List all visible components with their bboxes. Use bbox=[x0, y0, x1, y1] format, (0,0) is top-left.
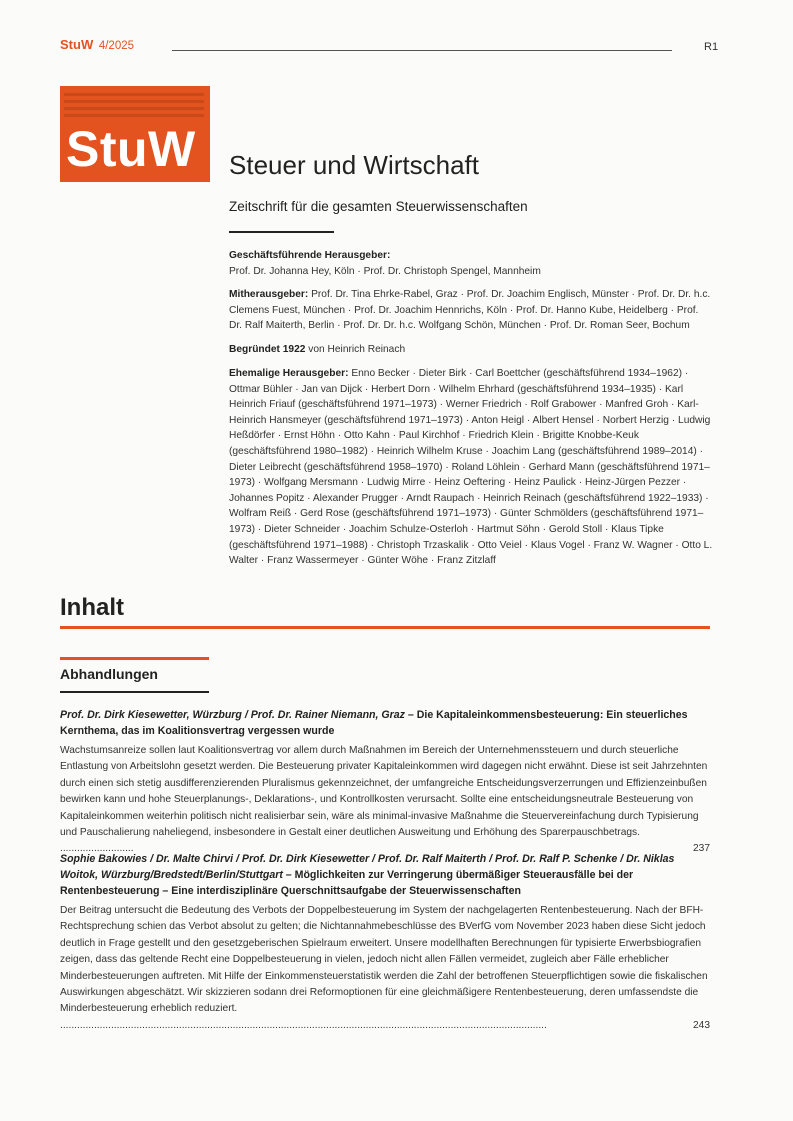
contents-heading: Inhalt bbox=[60, 594, 124, 621]
journal-title: Steuer und Wirtschaft bbox=[229, 150, 479, 180]
article-authors: Prof. Dr. Dirk Kiesewetter, Würzburg / Prof. Dr. Rainer Niemann, Graz bbox=[60, 709, 405, 721]
title-divider bbox=[229, 231, 334, 233]
article-page-number[interactable]: 237 bbox=[689, 841, 710, 857]
article-abstract: Wachstumsanreize sollen laut Koalitionsvertrag vor allem durch Maßnahmen im Bereich der Unternehmenssteuern und durch steuerliche Entlastung von Arbeitslohn gesetzt werden. Die Besteuerung privater Kapitaleinkommen wird dagegen nicht erwähnt. Diese ist seit Jahrzehnten durch einen sich stetig ausdifferenzierenden Pluralismus gekennzeichnet, der umfangreiche Entscheidungsverzerrungen und Effizienzeinbußen bewirken kann und hohe Steuerplanungs-, Deklarations-, und Kontrollkosten verursacht. Sollte eine entscheidungsneutrale Besteuerung von Kapitaleinkommen weiterhin politisch nicht realisierbar sein, wäre als minimal-invasive Maßnahme die Steuervereinfachung durch Typisierung und Pauschalierung naheliegend, insbesondere in Gestalt einer deutlichen Ausweitung und Erhöhung des Sparerpauschbetrags. bbox=[60, 745, 708, 839]
article-leader: .......................... bbox=[60, 843, 134, 855]
article-abstract: Der Beitrag untersucht die Bedeutung des Verbots der Doppelbesteuerung im System der nachgelagerten Rentenbesteuerung. Nach der BFH-Rechtsprechung schien das Verbot absolut zu gelten; die Nichtannahmebeschlüsse des BVerfG vom November 2023 haben diese Sicht jedoch deutlich in Frage gestellt und den gesetzgeberischen Spielraum erweitert. Unsere modellhaften Berechnungen für typisierte Erwerbsbiografien zeigen, dass das geltende Recht eine Doppelbesteuerung in vielen, jedoch nicht allen Fällen vermeidet, zugleich aber Fälle erheblicher Minderbesteuerungen auftreten. Mit Hilfe der Einkommensteuerstatistik werden die Zahl der betroffenen Steuerpflichtigen sowie die fiskalischen Auswirkungen abgeschätzt. Wir skizzieren sodann drei Reformoptionen für eine gleichmäßigere Rentenbesteuerung, deren umfassendste die Minderbesteuerung erheblich reduziert. bbox=[60, 905, 708, 1015]
article-heading: Sophie Bakowies / Dr. Malte Chirvi / Prof. Dr. Dirk Kiesewetter / Prof. Dr. Ralf Maiterth / Prof. Dr. Ralf P. Schenke / Dr. Niklas Woitok, Würzburg/Bredstedt/Berlin/Stuttgart – Möglichkeiten zur Verringerung übermäßiger Steuerausfälle bei der Rentenbesteuerung – Eine interdisziplinäre Querschnittsaufgabe der Steuerwissenschaften bbox=[60, 853, 675, 897]
page-label: R1 bbox=[704, 41, 719, 53]
running-header-journal bbox=[60, 37, 134, 52]
former-editors-label: Ehemalige Herausgeber: bbox=[229, 368, 349, 379]
running-header-brand: StuW bbox=[60, 37, 94, 52]
journal-logo bbox=[60, 86, 210, 182]
former-editors bbox=[229, 366, 714, 569]
founded-label: Begründet 1922 bbox=[229, 344, 306, 355]
co-editors bbox=[229, 287, 714, 334]
article-entry bbox=[60, 707, 710, 858]
article-title: Die Kapitaleinkommensbesteuerung: Ein steuerliches Kernthema, das im Koalitionsvertrag vergessen wurde bbox=[60, 709, 688, 737]
running-header-issue: 4/2025 bbox=[98, 40, 135, 52]
section-rule-top bbox=[60, 657, 209, 660]
managing-editors bbox=[229, 248, 714, 279]
article-heading: Prof. Dr. Dirk Kiesewetter, Würzburg / Prof. Dr. Rainer Niemann, Graz – Die Kapitaleinkommensbesteuerung: Ein steuerliches Kernthema, das im Koalitionsvertrag vergessen wurde bbox=[60, 709, 688, 737]
article-authors: Sophie Bakowies / Dr. Malte Chirvi / Prof. Dr. Dirk Kiesewetter / Prof. Dr. Ralf Maiterth / Prof. Dr. Ralf P. Schenke / Dr. Niklas Woitok, Würzburg/Bredstedt/Berlin/Stuttgart bbox=[60, 853, 675, 881]
article-leader: ............................................................................................................................................................................ bbox=[60, 1019, 547, 1031]
article-entry bbox=[60, 851, 710, 1034]
header-rule bbox=[172, 50, 672, 51]
co-editors-label: Mitherausgeber: bbox=[229, 289, 309, 300]
journal-subtitle: Zeitschrift für die gesamten Steuerwissenschaften bbox=[229, 199, 528, 214]
managing-editors-label: Geschäftsführende Herausgeber: bbox=[229, 250, 391, 261]
contents-rule bbox=[60, 626, 710, 629]
managing-editors-names: Prof. Dr. Johanna Hey, Köln · Prof. Dr. Christoph Spengel, Mannheim bbox=[229, 265, 541, 277]
section-heading: Abhandlungen bbox=[60, 666, 158, 682]
article-abstract-block bbox=[60, 743, 710, 858]
former-editors-names: Enno Becker · Dieter Birk · Carl Boettcher (geschäftsführend 1934–1962) · Ottmar Bühler · Jan van Dijck · Herbert Dorn · Wilhelm Ehrhard (geschäftsführend 1934–1935) · Karl Heinrich Friauf (geschäftsführend 1971–1973) · Werner Friedrich · Rolf Grabower · Manfred Groh · Karl-Heinrich Hansmeyer (geschäftsführend 1971–1973) · Anton Heigl · Albert Hensel · Norbert Herzig · Ludwig Heßdörfer · Ernst Höhn · Otto Kahn · Paul Kirchhof · Friedrich Klein · Brigitte Knobbe-Keuk (geschäftsführend 1980–1982) · Heinrich Wilhelm Kruse · Joachim Lang (geschäftsführend 1989–2014) · Dieter Leibrecht (geschäftsführend 1958–1970) · Roland Löhlein · Gerhard Mann (geschäftsführend 1971–1973) · Wolfgang Mersmann · Ludwig Mirre · Heinz Oeftering · Heinz Paulick · Heinz-Jürgen Pezzer · Johannes Popitz · Alexander Prugger · Arndt Raupach · Heinrich Reinach (geschäftsführend 1922–1933) · Wolfram Reiß · Gerd Rose (geschäftsführend 1971–1973) · Günter Schmölders (geschäftsführend 1971–1973) · Dieter Schneider · Joachim Schulze-Osterloh · Hartmut Söhn · Gerold Stoll · Klaus Tipke (geschäftsführend 1971–1988) · Christoph Trzaskalik · Otto Veiel · Klaus Vogel · Franz W. Wagner · Otto L. Walter · Franz Wassermeyer · Günter Wöhe · Franz Zitzlaff bbox=[229, 368, 713, 567]
article-page-number[interactable]: 243 bbox=[689, 1018, 710, 1034]
article-abstract-block bbox=[60, 903, 710, 1034]
co-editors-names: Prof. Dr. Tina Ehrke-Rabel, Graz · Prof. Dr. Joachim Englisch, Münster · Prof. Dr. Dr. h.c. Clemens Fuest, München · Prof. Dr. Joachim Hennrichs, Köln · Prof. Dr. Hanno Kube, Heidelberg · Prof. Dr. Ralf Maiterth, Berlin · Prof. Dr. Dr. h.c. Wolfgang Schön, München · Prof. Dr. Roman Seer, Bochum bbox=[229, 289, 711, 332]
logo-text: StuW bbox=[66, 121, 196, 177]
article-title: Möglichkeiten zur Verringerung übermäßiger Steuerausfälle bei der Rentenbesteuerung – Eine interdisziplinäre Querschnittsaufgabe der Steuerwissenschaften bbox=[60, 869, 634, 897]
founded bbox=[229, 342, 714, 358]
founded-by: von Heinrich Reinach bbox=[308, 344, 406, 355]
section-rule-bottom bbox=[60, 691, 209, 693]
